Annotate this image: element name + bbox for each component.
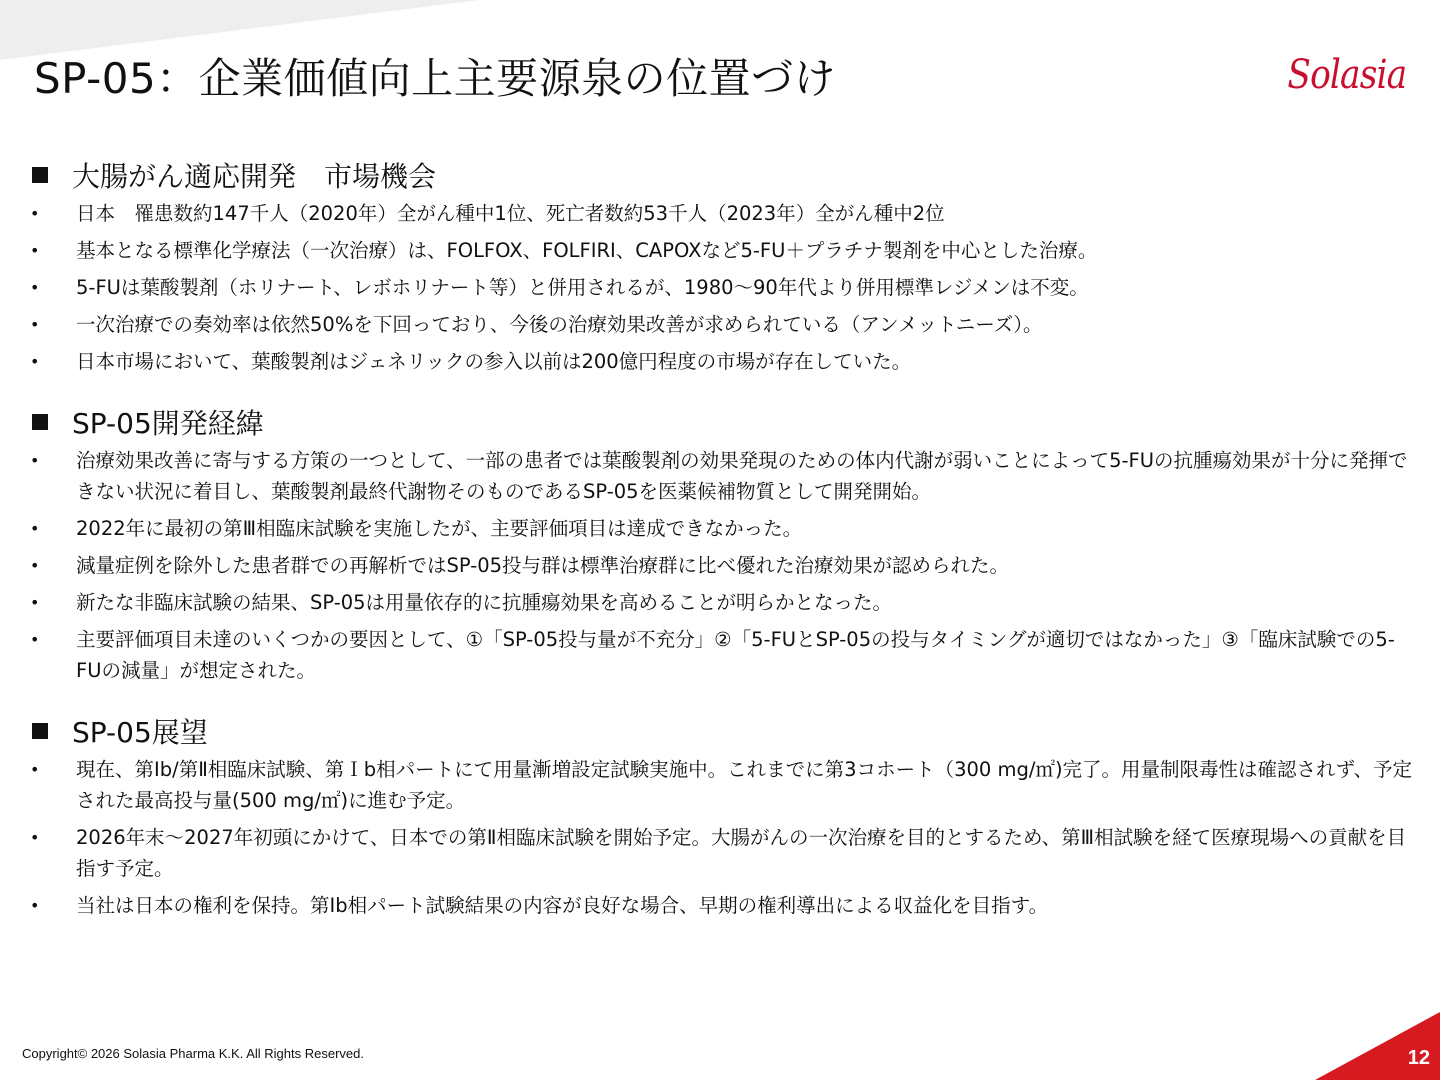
section-heading: SP-05展望	[72, 716, 208, 749]
section-heading: SP-05開発経緯	[72, 407, 264, 440]
section-heading: 大腸がん適応開発 市場機会	[72, 160, 437, 193]
square-bullet-icon	[32, 414, 48, 430]
section-outlook	[30, 708, 1415, 921]
list-item: • 主要評価項目未達のいくつかの要因として、①「SP-05投与量が不充分」②「5-FUとSP-05の投与タイミングが適切ではなかった」③「臨床試験での5-FUの減量」が想定された。	[30, 624, 1415, 686]
list-item: • 日本 罹患数約147千人（2020年）全がん種中1位、死亡者数約53千人（2023年）全がん種中2位	[30, 198, 1415, 229]
bullet-dot-icon: •	[30, 352, 40, 371]
section-development-history	[30, 399, 1415, 686]
bullet-dot-icon: •	[30, 630, 40, 649]
list-item: • 基本となる標準化学療法（一次治療）は、FOLFOX、FOLFIRI、CAPOXなど5-FU＋プラチナ製剤を中心とした治療。	[30, 235, 1415, 266]
bullet-dot-icon: •	[30, 315, 40, 334]
bullet-dot-icon: •	[30, 760, 40, 779]
list-item: • 一次治療での奏効率は依然50%を下回っており、今後の治療効果改善が求められている（アンメットニーズ）。	[30, 309, 1415, 340]
list-item: • 2022年に最初の第Ⅲ相臨床試験を実施したが、主要評価項目は達成できなかった。	[30, 513, 1415, 544]
bullet-list	[30, 198, 1415, 377]
bullet-dot-icon: •	[30, 593, 40, 612]
bullet-dot-icon: •	[30, 451, 40, 470]
section-market-opportunity	[30, 152, 1415, 377]
square-bullet-icon	[32, 723, 48, 739]
slide-content	[30, 152, 1415, 943]
list-item: • 当社は日本の権利を保持。第Ib相パート試験結果の内容が良好な場合、早期の権利導出による収益化を目指す。	[30, 890, 1415, 921]
bullet-dot-icon: •	[30, 896, 40, 915]
page-number: 12	[1407, 1047, 1430, 1069]
solasia-logo: Solasia	[1287, 52, 1406, 98]
list-item: • 治療効果改善に寄与する方策の一つとして、一部の患者では葉酸製剤の効果発現のための体内代謝が弱いことによって5-FUの抗腫瘍効果が十分に発揮できない状況に着目し、葉酸製剤最終代謝物そのものであるSP-05を医薬候補物質として開発開始。	[30, 445, 1415, 507]
list-item: • 現在、第Ib/第Ⅱ相臨床試験、第Ｉb相パートにて用量漸増設定試験実施中。これまでに第3コホート（300 mg/㎡)完了。用量制限毒性は確認されず、予定された最高投与量(500 mg/㎡)に進む予定。	[30, 754, 1415, 816]
bullet-dot-icon: •	[30, 278, 40, 297]
list-item: • 5-FUは葉酸製剤（ホリナート、レボホリナート等）と併用されるが、1980～90年代より併用標準レジメンは不変。	[30, 272, 1415, 303]
bullet-dot-icon: •	[30, 204, 40, 223]
bullet-dot-icon: •	[30, 519, 40, 538]
copyright-text: Copyright© 2026 Solasia Pharma K.K. All Rights Reserved.	[22, 1046, 364, 1061]
list-item: • 減量症例を除外した患者群での再解析ではSP-05投与群は標準治療群に比べ優れた治療効果が認められた。	[30, 550, 1415, 581]
bullet-list	[30, 754, 1415, 921]
bullet-dot-icon: •	[30, 556, 40, 575]
list-item: • 新たな非臨床試験の結果、SP-05は用量依存的に抗腫瘍効果を高めることが明らかとなった。	[30, 587, 1415, 618]
list-item: • 2026年末～2027年初頭にかけて、日本での第Ⅱ相臨床試験を開始予定。大腸がんの一次治療を目的とするため、第Ⅲ相試験を経て医療現場への貢献を目指す予定。	[30, 822, 1415, 884]
bullet-list	[30, 445, 1415, 686]
list-item: • 日本市場において、葉酸製剤はジェネリックの参入以前は200億円程度の市場が存在していた。	[30, 346, 1415, 377]
bullet-dot-icon: •	[30, 241, 40, 260]
bullet-dot-icon: •	[30, 828, 40, 847]
slide-title: SP-05：企業価値向上主要源泉の位置づけ	[34, 54, 837, 103]
square-bullet-icon	[32, 167, 48, 183]
